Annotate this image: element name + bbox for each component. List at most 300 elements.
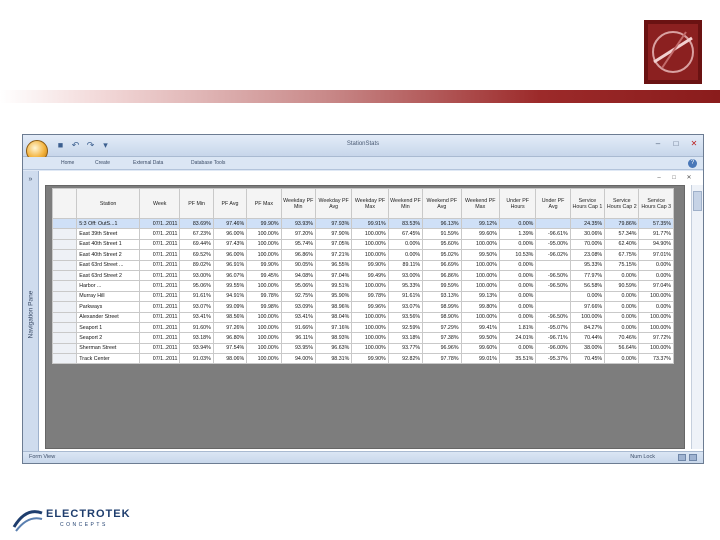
table-cell[interactable]: 100.00%: [639, 291, 674, 301]
table-cell[interactable]: 94.91%: [213, 291, 246, 301]
row-selector[interactable]: [53, 354, 77, 364]
table-cell[interactable]: -96.61%: [536, 229, 570, 239]
table-cell[interactable]: 96.86%: [281, 250, 315, 260]
table-cell[interactable]: 100.00%: [247, 250, 281, 260]
table-cell[interactable]: 07/1..2011: [139, 322, 179, 332]
column-header[interactable]: Under PF Avg: [536, 189, 570, 219]
table-cell[interactable]: 96.80%: [213, 333, 246, 343]
table-cell[interactable]: 97.43%: [213, 239, 246, 249]
table-cell[interactable]: 07/1..2011: [139, 354, 179, 364]
column-header[interactable]: Weekday PF Min: [281, 189, 315, 219]
table-cell[interactable]: 96.96%: [423, 343, 461, 353]
view-switcher: [678, 454, 697, 461]
table-cell[interactable]: 95.60%: [423, 239, 461, 249]
table-row[interactable]: [53, 260, 674, 270]
table-cell[interactable]: 07/1..2011: [139, 250, 179, 260]
table-cell[interactable]: 67.45%: [388, 229, 422, 239]
table-cell[interactable]: 0.00%: [388, 239, 422, 249]
table-cell[interactable]: 70.44%: [570, 333, 604, 343]
design-view-icon[interactable]: [689, 454, 697, 461]
table-cell[interactable]: 07/1..2011: [139, 302, 179, 312]
table-cell[interactable]: 100.00%: [247, 343, 281, 353]
table-cell[interactable]: 100.00%: [247, 354, 281, 364]
table-row[interactable]: [53, 250, 674, 260]
table-cell[interactable]: 98.99%: [423, 302, 461, 312]
column-header[interactable]: Under PF Hours: [499, 189, 535, 219]
navigation-pane[interactable]: [23, 171, 39, 451]
table-cell[interactable]: 100.00%: [352, 250, 388, 260]
table-cell[interactable]: [536, 302, 570, 312]
table-cell[interactable]: 95.33%: [388, 281, 422, 291]
table-cell[interactable]: 07/1..2011: [139, 312, 179, 322]
table-cell[interactable]: 57.34%: [605, 229, 639, 239]
table-cell[interactable]: 56.58%: [570, 281, 604, 291]
header-banner: [0, 90, 720, 103]
row-selector[interactable]: [53, 219, 77, 229]
table-row[interactable]: [53, 354, 674, 364]
table-cell[interactable]: 91.77%: [639, 229, 674, 239]
table-cell[interactable]: 92.82%: [388, 354, 422, 364]
table-cell[interactable]: 99.50%: [461, 250, 499, 260]
table-cell[interactable]: 23.08%: [570, 250, 604, 260]
table-cell[interactable]: 97.05%: [315, 239, 351, 249]
table-cell[interactable]: 69.44%: [180, 239, 213, 249]
table-cell[interactable]: 95.90%: [315, 291, 351, 301]
table-cell[interactable]: 35.51%: [499, 354, 535, 364]
table-cell[interactable]: 92.59%: [388, 322, 422, 332]
table-cell[interactable]: 99.12%: [461, 219, 499, 229]
table-cell[interactable]: 92.75%: [281, 291, 315, 301]
row-selector[interactable]: [53, 281, 77, 291]
table-row[interactable]: [53, 219, 674, 229]
table-cell[interactable]: 98.96%: [315, 302, 351, 312]
row-selector[interactable]: [53, 229, 77, 239]
save-icon[interactable]: ■: [57, 140, 64, 150]
table-cell[interactable]: 98.56%: [213, 312, 246, 322]
scrollbar-thumb[interactable]: [693, 191, 702, 211]
table-cell[interactable]: 97.90%: [315, 229, 351, 239]
table-cell[interactable]: 97.38%: [423, 333, 461, 343]
table-cell[interactable]: [536, 291, 570, 301]
table-cell[interactable]: 97.78%: [423, 354, 461, 364]
doc-close-icon[interactable]: ✕: [686, 175, 692, 181]
table-cell[interactable]: 98.93%: [315, 333, 351, 343]
table-cell[interactable]: -96.00%: [536, 343, 570, 353]
table-cell[interactable]: 93.09%: [281, 302, 315, 312]
table-cell[interactable]: 97.26%: [213, 322, 246, 332]
table-cell[interactable]: 91.03%: [180, 354, 213, 364]
maximize-icon[interactable]: □: [673, 139, 679, 148]
table-cell[interactable]: 99.98%: [247, 302, 281, 312]
table-cell[interactable]: 98.90%: [423, 312, 461, 322]
nav-pane-toggle-icon[interactable]: »: [28, 176, 33, 183]
table-cell[interactable]: 100.00%: [247, 322, 281, 332]
table-cell[interactable]: 0.00%: [499, 343, 535, 353]
table-cell[interactable]: 93.93%: [281, 219, 315, 229]
table-cell[interactable]: 62.40%: [605, 239, 639, 249]
table-cell[interactable]: 99.60%: [461, 229, 499, 239]
station-cell[interactable]: Sherman Street: [77, 343, 140, 353]
table-cell[interactable]: 100.00%: [247, 312, 281, 322]
customize-toolbar-icon[interactable]: ▾: [103, 140, 108, 150]
station-cell[interactable]: East 63rd Street ...: [77, 260, 140, 270]
table-row[interactable]: [53, 281, 674, 291]
column-header[interactable]: Weekend PF Max: [461, 189, 499, 219]
document-area: [39, 171, 703, 451]
table-cell[interactable]: 97.01%: [639, 250, 674, 260]
table-cell[interactable]: 91.59%: [423, 229, 461, 239]
table-cell[interactable]: 90.05%: [281, 260, 315, 270]
table-cell[interactable]: 93.41%: [281, 312, 315, 322]
table-cell[interactable]: 10.53%: [499, 250, 535, 260]
row-selector[interactable]: [53, 302, 77, 312]
table-cell[interactable]: 97.21%: [315, 250, 351, 260]
station-cell[interactable]: Murray Hill: [77, 291, 140, 301]
table-cell[interactable]: 84.27%: [570, 322, 604, 332]
table-cell[interactable]: 100.00%: [461, 281, 499, 291]
table-cell[interactable]: 100.00%: [247, 229, 281, 239]
table-cell[interactable]: 69.52%: [180, 250, 213, 260]
table-cell[interactable]: 99.01%: [461, 354, 499, 364]
table-cell[interactable]: 97.46%: [213, 219, 246, 229]
table-cell[interactable]: 75.15%: [605, 260, 639, 270]
table-cell[interactable]: 90.59%: [605, 281, 639, 291]
table-cell[interactable]: 99.51%: [315, 281, 351, 291]
row-selector[interactable]: [53, 322, 77, 332]
table-cell[interactable]: 0.00%: [639, 260, 674, 270]
table-cell[interactable]: 77.97%: [570, 270, 604, 280]
table-cell[interactable]: 100.00%: [352, 343, 388, 353]
table-cell[interactable]: 0.00%: [605, 322, 639, 332]
table-cell[interactable]: 100.00%: [461, 239, 499, 249]
table-cell[interactable]: 56.64%: [605, 343, 639, 353]
table-row[interactable]: [53, 312, 674, 322]
station-cell[interactable]: East 63rd Street 2: [77, 270, 140, 280]
table-cell[interactable]: 93.18%: [180, 333, 213, 343]
table-cell[interactable]: 0.00%: [605, 302, 639, 312]
table-cell[interactable]: 0.00%: [605, 354, 639, 364]
table-cell[interactable]: 100.00%: [352, 333, 388, 343]
undo-icon[interactable]: ↶: [71, 140, 80, 150]
table-cell[interactable]: 30.06%: [570, 229, 604, 239]
table-cell[interactable]: 96.00%: [213, 250, 246, 260]
table-cell[interactable]: 0.00%: [570, 291, 604, 301]
close-icon[interactable]: ✕: [690, 139, 698, 148]
row-selector[interactable]: [53, 250, 77, 260]
table-cell[interactable]: 70.46%: [605, 333, 639, 343]
table-cell[interactable]: 0.00%: [499, 260, 535, 270]
table-cell[interactable]: 07/1..2011: [139, 260, 179, 270]
table-cell[interactable]: -96.71%: [536, 333, 570, 343]
table-cell[interactable]: 93.77%: [388, 343, 422, 353]
table-cell[interactable]: 95.74%: [281, 239, 315, 249]
tab-external-data[interactable]: External Data: [133, 160, 164, 166]
station-cell[interactable]: East 39th Street: [77, 229, 140, 239]
station-stats-table-wrap: [52, 188, 674, 364]
table-cell[interactable]: 99.45%: [247, 270, 281, 280]
table-cell[interactable]: 99.90%: [352, 354, 388, 364]
table-cell[interactable]: 100.00%: [352, 281, 388, 291]
station-cell[interactable]: Track Center: [77, 354, 140, 364]
status-numlock-label: Num Lock: [630, 454, 655, 460]
table-cell[interactable]: 100.00%: [247, 239, 281, 249]
table-cell[interactable]: 97.66%: [570, 302, 604, 312]
table-cell[interactable]: 99.13%: [461, 291, 499, 301]
table-cell[interactable]: 100.00%: [639, 312, 674, 322]
table-cell[interactable]: 99.80%: [461, 302, 499, 312]
table-cell[interactable]: 83.53%: [388, 219, 422, 229]
table-cell[interactable]: 91.60%: [180, 322, 213, 332]
table-cell[interactable]: 100.00%: [461, 270, 499, 280]
table-row[interactable]: [53, 229, 674, 239]
row-selector[interactable]: [53, 239, 77, 249]
table-cell[interactable]: 99.50%: [461, 333, 499, 343]
table-cell[interactable]: 93.07%: [388, 302, 422, 312]
table-cell[interactable]: 79.86%: [605, 219, 639, 229]
table-cell[interactable]: 93.07%: [180, 302, 213, 312]
column-header[interactable]: Station: [77, 189, 140, 219]
table-cell[interactable]: 100.00%: [247, 333, 281, 343]
vertical-scrollbar[interactable]: [691, 185, 703, 449]
table-cell[interactable]: 99.78%: [247, 291, 281, 301]
table-cell[interactable]: 73.37%: [639, 354, 674, 364]
table-cell[interactable]: 99.90%: [352, 260, 388, 270]
table-cell[interactable]: 0.00%: [499, 270, 535, 280]
station-stats-table: [52, 188, 674, 364]
table-cell[interactable]: 93.18%: [388, 333, 422, 343]
table-cell[interactable]: 99.09%: [213, 302, 246, 312]
table-cell[interactable]: 93.95%: [281, 343, 315, 353]
table-cell[interactable]: 97.20%: [281, 229, 315, 239]
doc-minimize-icon[interactable]: –: [657, 175, 661, 181]
table-cell[interactable]: 94.00%: [281, 354, 315, 364]
table-cell[interactable]: 93.00%: [388, 270, 422, 280]
table-cell[interactable]: 95.06%: [180, 281, 213, 291]
column-header[interactable]: PF Avg: [213, 189, 246, 219]
table-cell[interactable]: 93.00%: [180, 270, 213, 280]
access-window: [22, 134, 704, 464]
column-header[interactable]: Service Hours Cap 2: [605, 189, 639, 219]
table-cell[interactable]: 97.16%: [315, 322, 351, 332]
table-cell[interactable]: 99.41%: [461, 322, 499, 332]
brand-logo-icon: [642, 18, 704, 86]
table-cell[interactable]: 96.91%: [213, 260, 246, 270]
help-icon[interactable]: ?: [688, 159, 697, 168]
table-cell[interactable]: -95.07%: [536, 322, 570, 332]
table-row[interactable]: [53, 343, 674, 353]
table-row[interactable]: [53, 270, 674, 280]
form-view-icon[interactable]: [678, 454, 686, 461]
table-cell[interactable]: 1.39%: [499, 229, 535, 239]
table-row[interactable]: [53, 322, 674, 332]
table-cell[interactable]: 99.91%: [352, 219, 388, 229]
tab-home[interactable]: Home: [61, 160, 75, 166]
table-cell[interactable]: 83.69%: [180, 219, 213, 229]
doc-restore-icon[interactable]: □: [672, 175, 676, 181]
tab-create[interactable]: Create: [95, 160, 111, 166]
table-cell[interactable]: 99.96%: [352, 302, 388, 312]
table-cell[interactable]: 96.69%: [423, 260, 461, 270]
table-cell[interactable]: 99.90%: [247, 260, 281, 270]
table-cell[interactable]: 95.33%: [570, 260, 604, 270]
station-cell[interactable]: Parkways: [77, 302, 140, 312]
table-cell[interactable]: 99.90%: [247, 219, 281, 229]
tab-database-tools[interactable]: Database Tools: [191, 160, 226, 166]
table-cell[interactable]: 24.01%: [499, 333, 535, 343]
row-selector[interactable]: [53, 291, 77, 301]
table-cell[interactable]: 97.54%: [213, 343, 246, 353]
table-cell[interactable]: 91.61%: [388, 291, 422, 301]
table-cell[interactable]: 93.56%: [388, 312, 422, 322]
table-cell[interactable]: -95.00%: [536, 239, 570, 249]
table-cell[interactable]: 100.00%: [352, 229, 388, 239]
table-cell[interactable]: 96.13%: [423, 219, 461, 229]
table-cell[interactable]: [536, 219, 570, 229]
station-cell[interactable]: East 40th Street 1: [77, 239, 140, 249]
table-cell[interactable]: 97.93%: [315, 219, 351, 229]
table-cell[interactable]: 93.41%: [180, 312, 213, 322]
table-cell[interactable]: 100.00%: [247, 281, 281, 291]
table-cell[interactable]: 100.00%: [352, 239, 388, 249]
table-cell[interactable]: 96.63%: [315, 343, 351, 353]
window-controls: [653, 139, 699, 149]
table-cell[interactable]: 0.00%: [499, 291, 535, 301]
table-cell[interactable]: 1.81%: [499, 322, 535, 332]
table-cell[interactable]: 0.00%: [499, 302, 535, 312]
station-cell[interactable]: 5:3 Off: OutS...1: [77, 219, 140, 229]
table-cell[interactable]: 0.00%: [605, 291, 639, 301]
table-cell[interactable]: 99.60%: [461, 343, 499, 353]
table-cell[interactable]: -96.50%: [536, 281, 570, 291]
column-header[interactable]: Weekday PF Avg: [315, 189, 351, 219]
table-cell[interactable]: 0.00%: [388, 250, 422, 260]
table-cell[interactable]: 07/1..2011: [139, 270, 179, 280]
column-header[interactable]: Week: [139, 189, 179, 219]
table-cell[interactable]: 0.00%: [605, 312, 639, 322]
column-header[interactable]: Service Hours Cap 1: [570, 189, 604, 219]
table-cell[interactable]: 99.49%: [352, 270, 388, 280]
station-cell[interactable]: Seaport 2: [77, 333, 140, 343]
row-selector[interactable]: [53, 312, 77, 322]
table-cell[interactable]: 100.00%: [639, 343, 674, 353]
table-cell[interactable]: 0.00%: [639, 270, 674, 280]
table-cell[interactable]: 0.00%: [499, 312, 535, 322]
table-cell[interactable]: 89.11%: [388, 260, 422, 270]
table-cell[interactable]: 07/1..2011: [139, 239, 179, 249]
row-selector[interactable]: [53, 270, 77, 280]
table-cell[interactable]: 99.59%: [423, 281, 461, 291]
table-cell[interactable]: 100.00%: [352, 312, 388, 322]
row-selector[interactable]: [53, 343, 77, 353]
table-cell[interactable]: 97.29%: [423, 322, 461, 332]
table-cell[interactable]: 0.00%: [639, 302, 674, 312]
table-cell[interactable]: 99.78%: [352, 291, 388, 301]
table-cell[interactable]: [536, 260, 570, 270]
table-cell[interactable]: 91.61%: [180, 291, 213, 301]
table-cell[interactable]: 94.90%: [639, 239, 674, 249]
station-cell[interactable]: Alexander Street: [77, 312, 140, 322]
table-cell[interactable]: 96.11%: [281, 333, 315, 343]
table-cell[interactable]: -96.50%: [536, 312, 570, 322]
table-row[interactable]: [53, 333, 674, 343]
station-cell[interactable]: East 40th Street 2: [77, 250, 140, 260]
table-cell[interactable]: 67.23%: [180, 229, 213, 239]
table-cell[interactable]: 100.00%: [461, 312, 499, 322]
table-cell[interactable]: 95.06%: [281, 281, 315, 291]
table-cell[interactable]: 0.00%: [499, 239, 535, 249]
table-cell[interactable]: 97.72%: [639, 333, 674, 343]
column-header[interactable]: Weekend PF Avg: [423, 189, 461, 219]
table-cell[interactable]: 93.13%: [423, 291, 461, 301]
table-cell[interactable]: 96.86%: [423, 270, 461, 280]
table-cell[interactable]: 70.45%: [570, 354, 604, 364]
table-cell[interactable]: 100.00%: [639, 322, 674, 332]
station-cell[interactable]: Harbor ...: [77, 281, 140, 291]
table-row[interactable]: [53, 291, 674, 301]
table-cell[interactable]: 0.00%: [605, 270, 639, 280]
table-cell[interactable]: 07/1..2011: [139, 333, 179, 343]
column-header[interactable]: Weekend PF Min: [388, 189, 422, 219]
table-cell[interactable]: 100.00%: [570, 312, 604, 322]
table-cell[interactable]: 96.00%: [213, 229, 246, 239]
column-header[interactable]: Weekday PF Max: [352, 189, 388, 219]
column-header[interactable]: PF Max: [247, 189, 281, 219]
table-cell[interactable]: 93.94%: [180, 343, 213, 353]
table-cell[interactable]: 95.02%: [423, 250, 461, 260]
minimize-icon[interactable]: –: [655, 139, 661, 148]
column-header[interactable]: PF Min: [180, 189, 213, 219]
table-cell[interactable]: 94.08%: [281, 270, 315, 280]
table-cell[interactable]: 89.02%: [180, 260, 213, 270]
station-cell[interactable]: Seaport 1: [77, 322, 140, 332]
row-selector[interactable]: [53, 333, 77, 343]
table-cell[interactable]: 07/1..2011: [139, 291, 179, 301]
table-cell[interactable]: 97.04%: [315, 270, 351, 280]
redo-icon[interactable]: ↷: [86, 140, 95, 150]
table-cell[interactable]: 07/1..2011: [139, 343, 179, 353]
table-cell[interactable]: 98.04%: [315, 312, 351, 322]
table-cell[interactable]: 0.00%: [499, 219, 535, 229]
table-cell[interactable]: -95.37%: [536, 354, 570, 364]
table-cell[interactable]: 57.35%: [639, 219, 674, 229]
table-cell[interactable]: 24.35%: [570, 219, 604, 229]
table-cell[interactable]: -96.02%: [536, 250, 570, 260]
table-cell[interactable]: -96.50%: [536, 270, 570, 280]
table-row[interactable]: [53, 239, 674, 249]
table-cell[interactable]: 67.75%: [605, 250, 639, 260]
table-cell[interactable]: 70.00%: [570, 239, 604, 249]
table-cell[interactable]: 98.31%: [315, 354, 351, 364]
table-cell[interactable]: 38.00%: [570, 343, 604, 353]
table-cell[interactable]: 07/1..2011: [139, 281, 179, 291]
table-cell[interactable]: 100.00%: [352, 322, 388, 332]
status-bar: [23, 451, 703, 463]
table-header-row: [53, 189, 674, 219]
table-cell[interactable]: 07/1..2011: [139, 219, 179, 229]
table-cell[interactable]: 96.55%: [315, 260, 351, 270]
table-cell[interactable]: 100.00%: [461, 260, 499, 270]
row-selector[interactable]: [53, 260, 77, 270]
column-header[interactable]: Service Hours Cap 3: [639, 189, 674, 219]
table-cell[interactable]: 97.04%: [639, 281, 674, 291]
table-cell[interactable]: 98.06%: [213, 354, 246, 364]
table-cell[interactable]: 99.55%: [213, 281, 246, 291]
table-row[interactable]: [53, 302, 674, 312]
table-cell[interactable]: 07/1..2011: [139, 229, 179, 239]
table-cell[interactable]: 96.07%: [213, 270, 246, 280]
table-cell[interactable]: 91.66%: [281, 322, 315, 332]
table-cell[interactable]: 0.00%: [499, 281, 535, 291]
